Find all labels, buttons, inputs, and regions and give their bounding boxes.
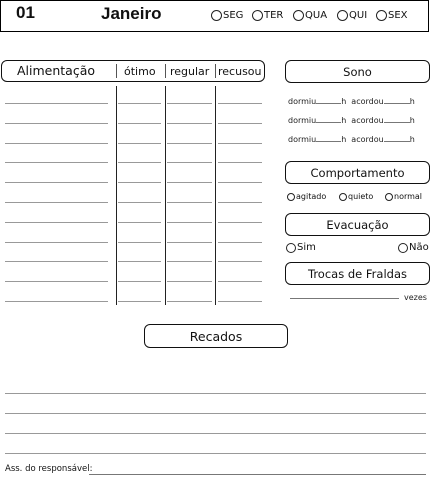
sleep-woke-label: acordou [351,116,384,125]
feeding-food-line[interactable] [5,261,108,262]
sleep-row [288,115,420,125]
sleep-time-blank[interactable] [384,134,410,142]
notes-line[interactable] [5,413,426,414]
column-divider [116,64,117,78]
feeding-rating-line[interactable] [118,103,161,104]
feeding-food-line[interactable] [5,103,108,104]
behavior-title: Comportamento [310,165,405,180]
feeding-rating-line[interactable] [118,202,161,203]
diapers-times-label: vezes [404,293,427,302]
feeding-rating-line[interactable] [218,143,262,144]
sleep-hour-label: h [409,97,415,106]
sleep-time-blank[interactable] [384,96,410,104]
evacuation-header-box [285,213,430,236]
feeding-food-line[interactable] [5,242,108,243]
feeding-rating-line[interactable] [167,162,212,163]
diapers-count-line[interactable] [290,298,399,299]
radio-circle-icon [339,193,347,201]
grid-column-divider [165,86,166,305]
feeding-rating-line[interactable] [167,222,212,223]
behavior-header-box [285,161,430,184]
feeding-rating-line[interactable] [218,242,262,243]
sleep-hour-label: h [341,135,347,144]
radio-circle-icon [337,10,348,21]
feeding-rating-line[interactable] [118,301,161,302]
feeding-rating-line[interactable] [218,261,262,262]
feeding-rating-line[interactable] [218,301,262,302]
radio-circle-icon [398,243,408,253]
sleep-time-blank[interactable] [384,115,410,123]
column-divider [165,64,166,78]
weekday-option-qua[interactable]: QUA [293,10,327,21]
feeding-rating-line[interactable] [167,103,212,104]
sleep-slept-label: dormiu [288,116,317,125]
feeding-rating-line[interactable] [118,182,161,183]
column-header-otimo: ótimo [124,65,156,78]
radio-circle-icon [287,193,295,201]
sleep-time-blank[interactable] [316,134,341,142]
sleep-slept-label: dormiu [288,135,317,144]
behavior-option-agitado[interactable]: agitado [287,192,326,201]
column-divider [215,64,216,78]
sleep-title: Sono [343,64,372,79]
grid-column-divider [215,86,216,305]
grid-column-divider [116,86,117,305]
month-name: Janeiro [101,4,162,23]
feeding-rating-line[interactable] [218,162,262,163]
day-number: 01 [16,3,35,22]
evacuation-title: Evacuação [326,217,389,232]
feeding-food-line[interactable] [5,162,108,163]
weekday-option-qui[interactable]: QUI [337,10,367,21]
feeding-rating-line[interactable] [218,281,262,282]
diapers-title: Trocas de Fraldas [308,266,407,281]
behavior-option-normal[interactable]: normal [385,192,422,201]
sleep-header-box [285,60,430,83]
notes-line[interactable] [5,453,426,454]
feeding-rating-line[interactable] [118,222,161,223]
radio-circle-icon [211,10,222,21]
signature-line[interactable] [89,474,426,475]
sleep-slept-label: dormiu [288,97,317,106]
radio-circle-icon [293,10,304,21]
feeding-rating-line[interactable] [218,103,262,104]
sleep-woke-label: acordou [351,97,384,106]
weekday-option-ter[interactable]: TER [252,10,283,21]
feeding-food-line[interactable] [5,202,108,203]
sleep-row [288,134,420,144]
diapers-header-box [285,262,430,285]
feeding-rating-line[interactable] [118,242,161,243]
sleep-time-blank[interactable] [316,96,341,104]
feeding-rating-line[interactable] [167,301,212,302]
notes-header-box [144,324,288,348]
feeding-rating-line[interactable] [167,281,212,282]
sleep-hour-label: h [409,116,415,125]
feeding-rating-line[interactable] [118,123,161,124]
column-header-regular: regular [170,65,210,78]
feeding-rating-line[interactable] [167,123,212,124]
sleep-hour-label: h [341,97,347,106]
feeding-rating-line[interactable] [218,182,262,183]
signature-label: Ass. do responsável: [5,464,93,474]
feeding-rating-line[interactable] [167,202,212,203]
feeding-rating-line[interactable] [218,222,262,223]
feeding-rating-line[interactable] [167,143,212,144]
feeding-rating-line[interactable] [218,123,262,124]
radio-circle-icon [252,10,263,21]
feeding-rating-line[interactable] [118,162,161,163]
weekday-option-seg[interactable]: SEG [211,10,243,21]
feeding-food-line[interactable] [5,123,108,124]
feeding-rating-line[interactable] [167,261,212,262]
sleep-woke-label: acordou [351,135,384,144]
radio-circle-icon [385,193,393,201]
radio-circle-icon [376,10,387,21]
column-header-recusou: recusou [218,65,262,78]
notes-line[interactable] [5,433,426,434]
evacuation-option-nao[interactable]: Não [398,242,429,253]
feeding-rating-line[interactable] [167,242,212,243]
sleep-hour-label: h [409,135,415,144]
sleep-hour-label: h [341,116,347,125]
notes-line[interactable] [5,393,426,394]
evacuation-option-sim[interactable]: Sim [286,242,316,253]
sleep-time-blank[interactable] [316,115,341,123]
behavior-option-quieto[interactable]: quieto [339,192,373,201]
feeding-food-line[interactable] [5,301,108,302]
feeding-rating-line[interactable] [218,202,262,203]
feeding-food-line[interactable] [5,281,108,282]
feeding-rating-line[interactable] [118,143,161,144]
feeding-title: Alimentação [17,63,96,78]
feeding-food-line[interactable] [5,143,108,144]
feeding-rating-line[interactable] [167,182,212,183]
feeding-rating-line[interactable] [118,261,161,262]
feeding-rating-line[interactable] [118,281,161,282]
notes-title: Recados [189,328,243,344]
weekday-option-sex[interactable]: SEX [376,10,408,21]
radio-circle-icon [286,243,296,253]
feeding-food-line[interactable] [5,182,108,183]
sleep-row [288,96,420,106]
feeding-food-line[interactable] [5,222,108,223]
